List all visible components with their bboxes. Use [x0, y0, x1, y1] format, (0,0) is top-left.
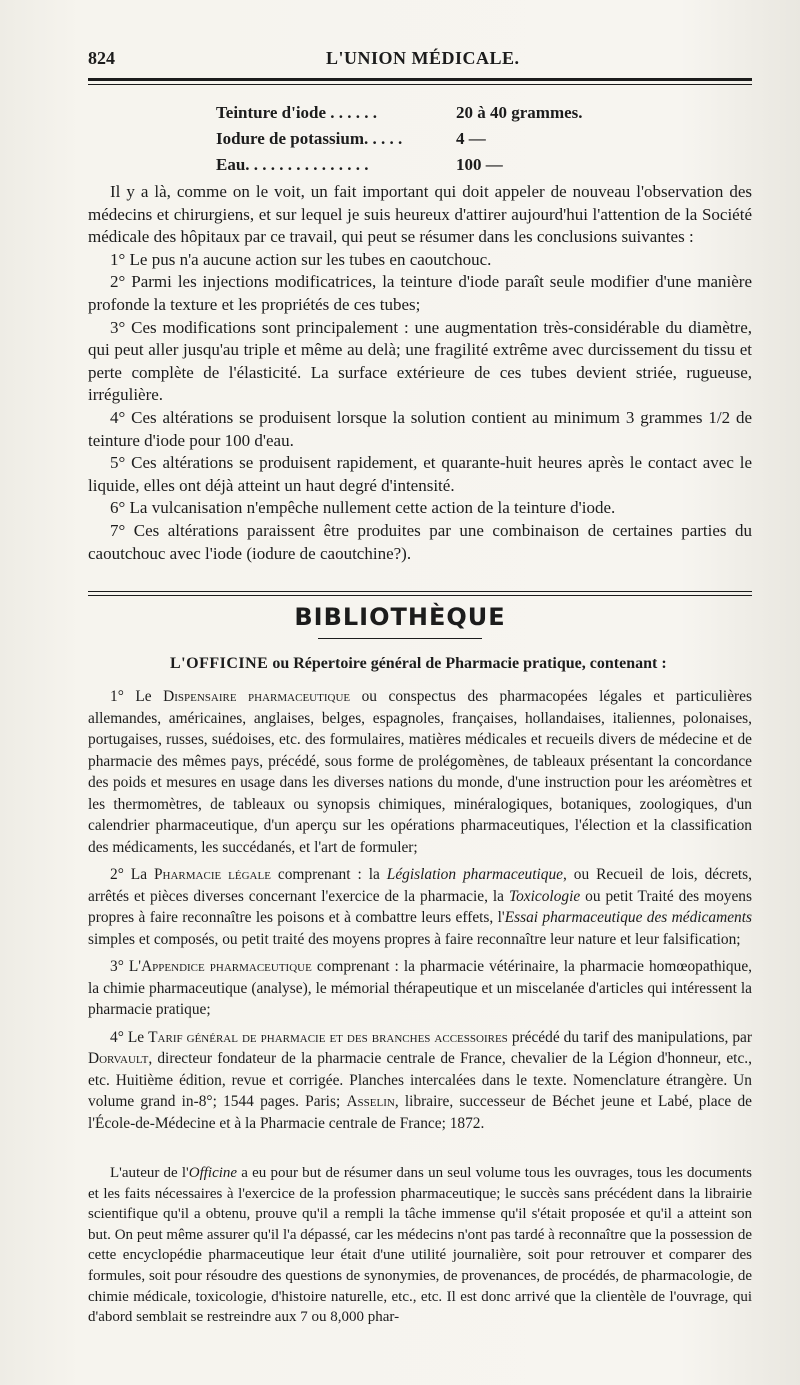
formula-ingredient: Teinture d'iode . . . . . . — [216, 103, 378, 122]
book-title — [170, 655, 667, 673]
conclusion-item: 2° Parmi les injections modificatrices, la teinture d'iode paraît seule modifier d'une manière profonde la texture et les propriétés de ces tubes; — [88, 272, 752, 314]
review-paragraph — [88, 1163, 752, 1328]
book-title-name: L'OFFICINE — [170, 655, 269, 672]
formula-row — [216, 100, 656, 126]
contents-item: 3° L'Appendice pharmaceutique comprenant : la pharmacie vétérinaire, la pharmacie homœopathique, la chimie pharmaceutique (analyse), le mémorial thérapeutique et un miscelanée d'articles qui intéressent la pharmacie pratique; — [88, 958, 753, 1018]
conclusion-item: 5° Ces altérations se produisent rapidement, et quarante-huit heures après le contact avec le liquide, elles ont déjà atteint un haut degré d'intensité. — [88, 453, 752, 495]
running-title: L'UNION MÉDICALE. — [326, 48, 520, 68]
intro-paragraph: Il y a là, comme on le voit, un fait important qui doit appeler de nouveau l'observation des médecins et chirurgiens, et sur lequel je suis heureux d'attirer aujourd'hui l'attention de la Société médicale des hôpitaux par ce travail, qui peut se résumer dans les conclusions suivantes : — [88, 182, 752, 247]
conclusion-item: 3° Ces modifications sont principalement : une augmentation très-considérable du diamètre, qui peut aller jusqu'au triple et même au delà; une fragilité extrême avec durcissement du tissu et perte complète de l'élasticité. La surface extérieure de ces tubes devient striée, rugueuse, irrégulière. — [88, 317, 752, 405]
section-rule — [88, 595, 752, 596]
review-text: L'auteur de l'Officine a eu pour but de résumer dans un seul volume tous les ouvrages, tous les documents et les faits nécessaires à l'exercice de la profession pharmaceutique; le succès sans précédent dans la librairie scientifique qu'il a obtenu, prouve qu'il a rempli la tâche immense qu'il s'était proposée et qu'il a atteint son but. On peut même assurer qu'il l'a dépassé, car les médecins n'ont pas tardé à reconnaître que la possession de cette encyclopédie pharmaceutique leur était d'une utilité journalière, soit pour retrouver et comparer des formules, soit pour résoudre des questions de synonymies, de provenances, de procédés, de pharmacologie, de chimie médicale, toxicologie, d'histoire naturelle, etc., etc. Il est donc arrivé que la clientèle de l'ouvrage, qui d'abord semblait se restreindre aux 7 ou 8,000 phar- — [88, 1165, 752, 1326]
formula-row — [216, 152, 656, 178]
article-conclusion — [88, 181, 752, 565]
formula-quantity: 100 — — [456, 155, 503, 174]
conclusion-item: 7° Ces altérations paraissent être produites par une combinaison de certaines parties du caoutchouc avec l'iode (iodure de caoutchine?). — [88, 520, 752, 563]
formula-ingredient: Eau. . . . . . . . . . . . . . . — [216, 155, 369, 174]
contents-item: 1° Le Dispensaire pharmaceutique ou conspectus des pharmacopées légales et particulières allemandes, américaines, anglaises, belges, espagnoles, françaises, hollandaises, italiennes, polonaises, portugaises, russes, suédoises, etc. des formulaires, matières médicales et recueils divers de médecine et de pharmacie des mêmes pays, précédé, sous forme de prolégomènes, de tableaux présentant la concordance des poids et mesures en usage dans les diverses nations du monde, d'une instruction pour les aréomètres et les thermomètres, de tableaux ou synopsis chimiques, minéralogiques, botaniques, zoologiques, d'un calendrier pharmaceutique, d'un aperçu sur les opérations pharmaceutiques, l'élection et la classification des médicaments, les succédanés, et l'art de formuler; — [88, 688, 752, 856]
conclusion-item: 1° Le pus n'a aucune action sur les tubes en caoutchouc. — [110, 249, 492, 269]
formula-ingredient: Iodure de potassium. . . . . — [216, 129, 403, 148]
book-subtitle: ou Répertoire général de Pharmacie pratique, contenant : — [272, 655, 667, 672]
formula-quantity: 4 — — [456, 129, 486, 148]
contents-item: 2° La Pharmacie légale comprenant : la Législation pharmaceutique, ou Recueil de lois, décrets, arrêtés et pièces diverses concernant l'exercice de la pharmacie, la Toxicologie ou petit Traité des moyens propres à faire reconnaître les poisons et à combattre leurs effets, l'Essai pharmaceutique des médicaments simples et composés, ou petit traité des moyens propres à faire reconnaître leur nature et leur falsification; — [88, 866, 753, 948]
conclusion-item: 4° Ces altérations se produisent lorsque la solution contient au minimum 3 grammes 1/2 de teinture d'iode pour 100 d'eau. — [88, 407, 752, 450]
page-header — [88, 48, 750, 74]
header-rule — [88, 78, 752, 81]
section-rule — [88, 591, 752, 592]
formula-row — [216, 126, 656, 152]
header-rule-thin — [88, 84, 752, 85]
contents-item: 4° Le Tarif général de pharmacie et des branches accessoires précédé du tarif des manipulations, par Dorvault, directeur fondateur de la pharmacie centrale de France, chevalier de la Légion d'honneur, etc., etc. Huitième édition, revue et corrigée. Planches intercalées dans le texte. Nomenclature étrangère. Un volume grand in-8°; 1544 pages. Paris; Asselin, libraire, successeur de Béchet jeune et Labé, place de l'École-de-Médecine et à la Pharmacie centrale de France; 1872. — [88, 1028, 753, 1132]
section-title: BIBLIOTHÈQUE — [294, 603, 506, 631]
formula-quantity: 20 à 40 grammes. — [456, 103, 583, 122]
page-number: 824 — [88, 48, 115, 68]
formula-table — [216, 100, 656, 178]
conclusion-item: 6° La vulcanisation n'empêche nullement cette action de la teinture d'iode. — [110, 498, 616, 518]
section-title-underline — [318, 638, 482, 639]
book-contents — [88, 686, 752, 1134]
